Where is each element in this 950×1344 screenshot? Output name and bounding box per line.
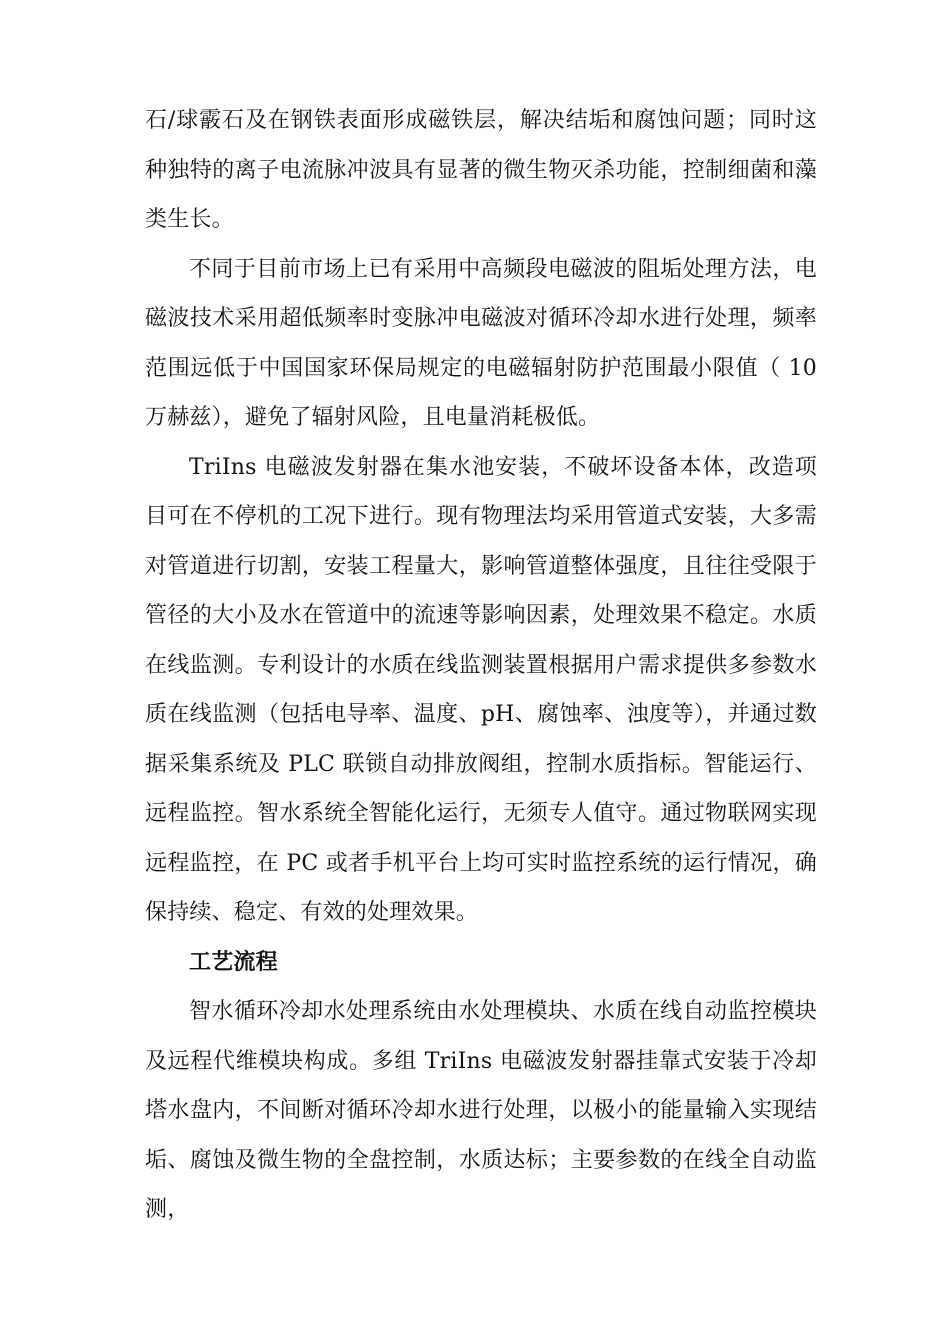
document-body — [145, 96, 817, 1235]
section-heading-process-flow: 工艺流程 — [189, 948, 278, 975]
paragraph-system-composition: 智水循环冷却水处理系统由水处理模块、水质在线自动监控模块及远程代维模块构成。多组 TriIns 电磁波发射器挂靠式安装于冷却塔水盘内，不间断对循环冷却水进行处理，以极小的能量输入实现结垢、腐蚀及微生物的全盘控制，水质达标；主要参数的在线全自动监测， — [145, 999, 817, 1222]
paragraph-continuation: 石/球霰石及在钢铁表面形成磁铁层，解决结垢和腐蚀问题；同时这种独特的离子电流脉冲波具有显著的微生物灭杀功能，控制细菌和藻类生长。 — [145, 108, 817, 232]
paragraph-installation-monitoring: TriIns 电磁波发射器在集水池安装，不破坏设备本体，改造项目可在不停机的工况下进行。现有物理法均采用管道式安装，大多需对管道进行切割，安装工程量大，影响管道整体强度，且往往受限于管径的大小及水在管道中的流速等影响因素，处理效果不稳定。水质在线监测。专利设计的水质在线监测装置根据用户需求提供多参数水质在线监测（包括电导率、温度、pH、腐蚀率、浊度等），并通过数据采集系统及 PLC 联锁自动排放阀组，控制水质指标。智能运行、远程监控。智水系统全智能化运行，无须专人值守。通过物联网实现远程监控，在 PC 或者手机平台上均可实时监控系统的运行情况，确保持续、稳定、有效的处理效果。 — [145, 454, 817, 925]
paragraph-electromagnetic-frequency: 不同于目前市场上已有采用中高频段电磁波的阻垢处理方法，电磁波技术采用超低频率时变脉冲电磁波对循环冷却水进行处理，频率范围远低于中国国家环保局规定的电磁辐射防护范围最小限值（ 10 万赫兹），避免了辐射风险，且电量消耗极低。 — [145, 256, 817, 430]
